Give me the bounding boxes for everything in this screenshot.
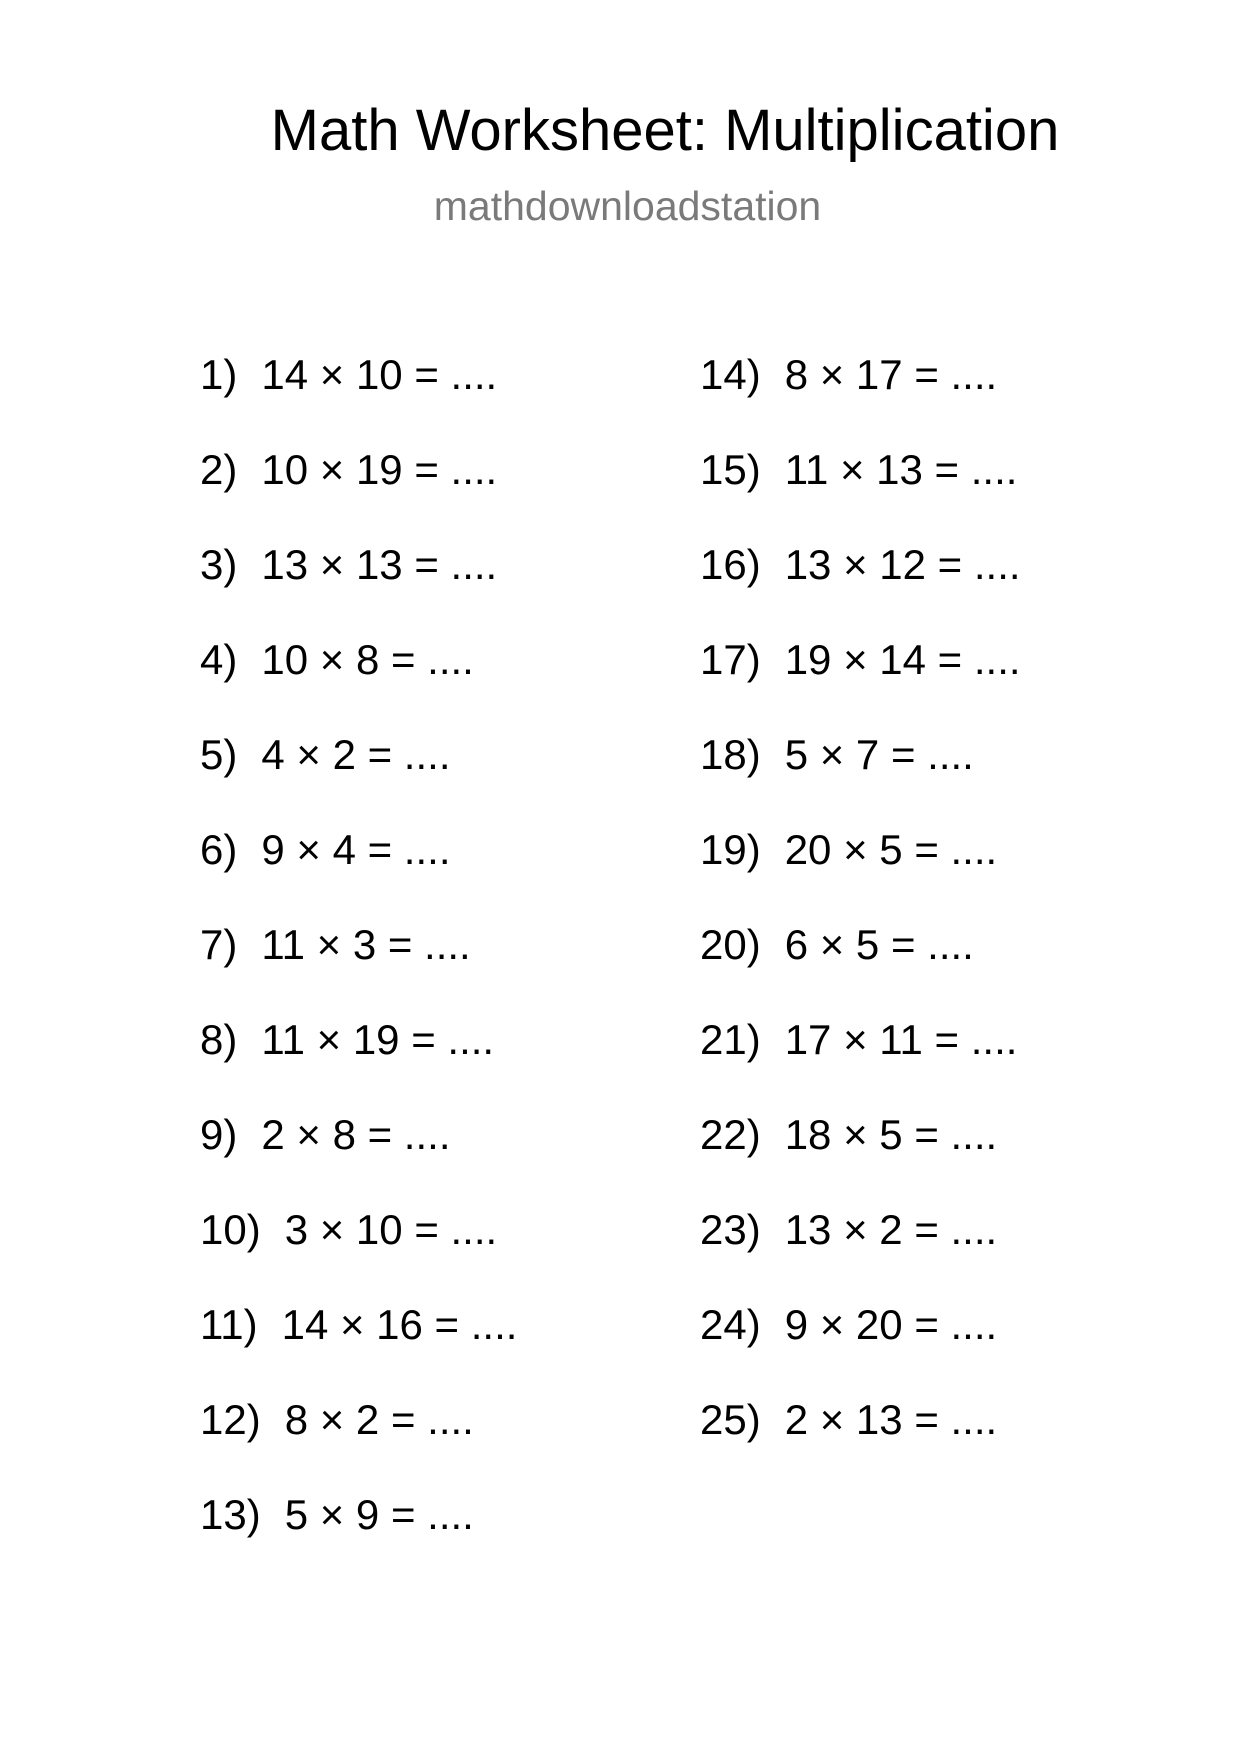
- problem-item: [700, 825, 1021, 920]
- problem-expression: 20 × 5 = ....: [784, 826, 998, 873]
- problem-expression: 9 × 4 = ....: [261, 826, 451, 873]
- problem-expression: 5 × 7 = ....: [784, 731, 974, 778]
- problem-number: 3): [200, 541, 238, 588]
- problem-item: [700, 1015, 1021, 1110]
- problem-item: [200, 1395, 517, 1490]
- problem-number: 7): [200, 921, 238, 968]
- problem-number: 4): [200, 636, 238, 683]
- problem-expression: 11 × 19 = ....: [261, 1016, 495, 1063]
- problem-expression: 2 × 13 = ....: [784, 1396, 998, 1443]
- problem-number: 11): [200, 1301, 258, 1348]
- problem-expression: 10 × 19 = ....: [261, 446, 498, 493]
- problem-item: [200, 540, 517, 635]
- problem-item: [700, 730, 1021, 825]
- problem-expression: 13 × 12 = ....: [784, 541, 1021, 588]
- problem-item: [700, 540, 1021, 635]
- problem-number: 10): [200, 1206, 261, 1253]
- problem-number: 9): [200, 1111, 238, 1158]
- problem-number: 22): [700, 1111, 761, 1158]
- problem-expression: 18 × 5 = ....: [784, 1111, 998, 1158]
- page-title: Math Worksheet: Multiplication: [270, 98, 1060, 163]
- problem-number: 24): [700, 1301, 761, 1348]
- problem-expression: 5 × 9 = ....: [284, 1491, 474, 1538]
- problem-number: 2): [200, 446, 238, 493]
- problem-column-left: [200, 350, 517, 1585]
- problem-number: 23): [700, 1206, 761, 1253]
- problem-item: [700, 1110, 1021, 1205]
- problem-number: 13): [200, 1491, 261, 1538]
- problem-number: 6): [200, 826, 238, 873]
- problem-number: 20): [700, 921, 761, 968]
- problem-number: 18): [700, 731, 761, 778]
- problem-item: [200, 1300, 517, 1395]
- problem-item: [700, 1205, 1021, 1300]
- problem-number: 21): [700, 1016, 761, 1063]
- problem-expression: 4 × 2 = ....: [261, 731, 451, 778]
- problem-expression: 3 × 10 = ....: [284, 1206, 498, 1253]
- problem-column-right: [700, 350, 1021, 1490]
- problem-number: 8): [200, 1016, 238, 1063]
- problem-expression: 11 × 13 = ....: [784, 446, 1018, 493]
- problem-expression: 11 × 3 = ....: [261, 921, 471, 968]
- problem-item: [200, 920, 517, 1015]
- problem-expression: 6 × 5 = ....: [784, 921, 974, 968]
- problem-item: [200, 350, 517, 445]
- page-subtitle: mathdownloadstation: [433, 183, 822, 229]
- problem-item: [700, 350, 1021, 445]
- problem-expression: 13 × 2 = ....: [784, 1206, 998, 1253]
- problem-expression: 14 × 16 = ....: [281, 1301, 518, 1348]
- problem-expression: 10 × 8 = ....: [261, 636, 474, 683]
- problem-expression: 17 × 11 = ....: [784, 1016, 1018, 1063]
- problem-number: 1): [200, 351, 238, 398]
- problem-item: [700, 920, 1021, 1015]
- problem-item: [200, 635, 517, 730]
- problem-number: 12): [200, 1396, 261, 1443]
- problem-expression: 14 × 10 = ....: [261, 351, 498, 398]
- problem-item: [700, 635, 1021, 730]
- problem-item: [700, 1300, 1021, 1395]
- problem-expression: 19 × 14 = ....: [784, 636, 1021, 683]
- problem-expression: 8 × 2 = ....: [284, 1396, 474, 1443]
- problem-expression: 13 × 13 = ....: [261, 541, 498, 588]
- problem-number: 17): [700, 636, 761, 683]
- problem-item: [200, 1015, 517, 1110]
- problem-number: 14): [700, 351, 761, 398]
- problem-number: 16): [700, 541, 761, 588]
- problem-number: 5): [200, 731, 238, 778]
- problem-expression: 8 × 17 = ....: [784, 351, 998, 398]
- problem-expression: 2 × 8 = ....: [261, 1111, 451, 1158]
- problem-item: [700, 445, 1021, 540]
- problem-number: 19): [700, 826, 761, 873]
- problem-item: [700, 1395, 1021, 1490]
- problem-item: [200, 1205, 517, 1300]
- problem-item: [200, 1110, 517, 1205]
- problem-item: [200, 730, 517, 825]
- problem-item: [200, 1490, 517, 1585]
- problem-item: [200, 825, 517, 920]
- problem-expression: 9 × 20 = ....: [784, 1301, 998, 1348]
- problem-item: [200, 445, 517, 540]
- problem-number: 25): [700, 1396, 761, 1443]
- problem-number: 15): [700, 446, 761, 493]
